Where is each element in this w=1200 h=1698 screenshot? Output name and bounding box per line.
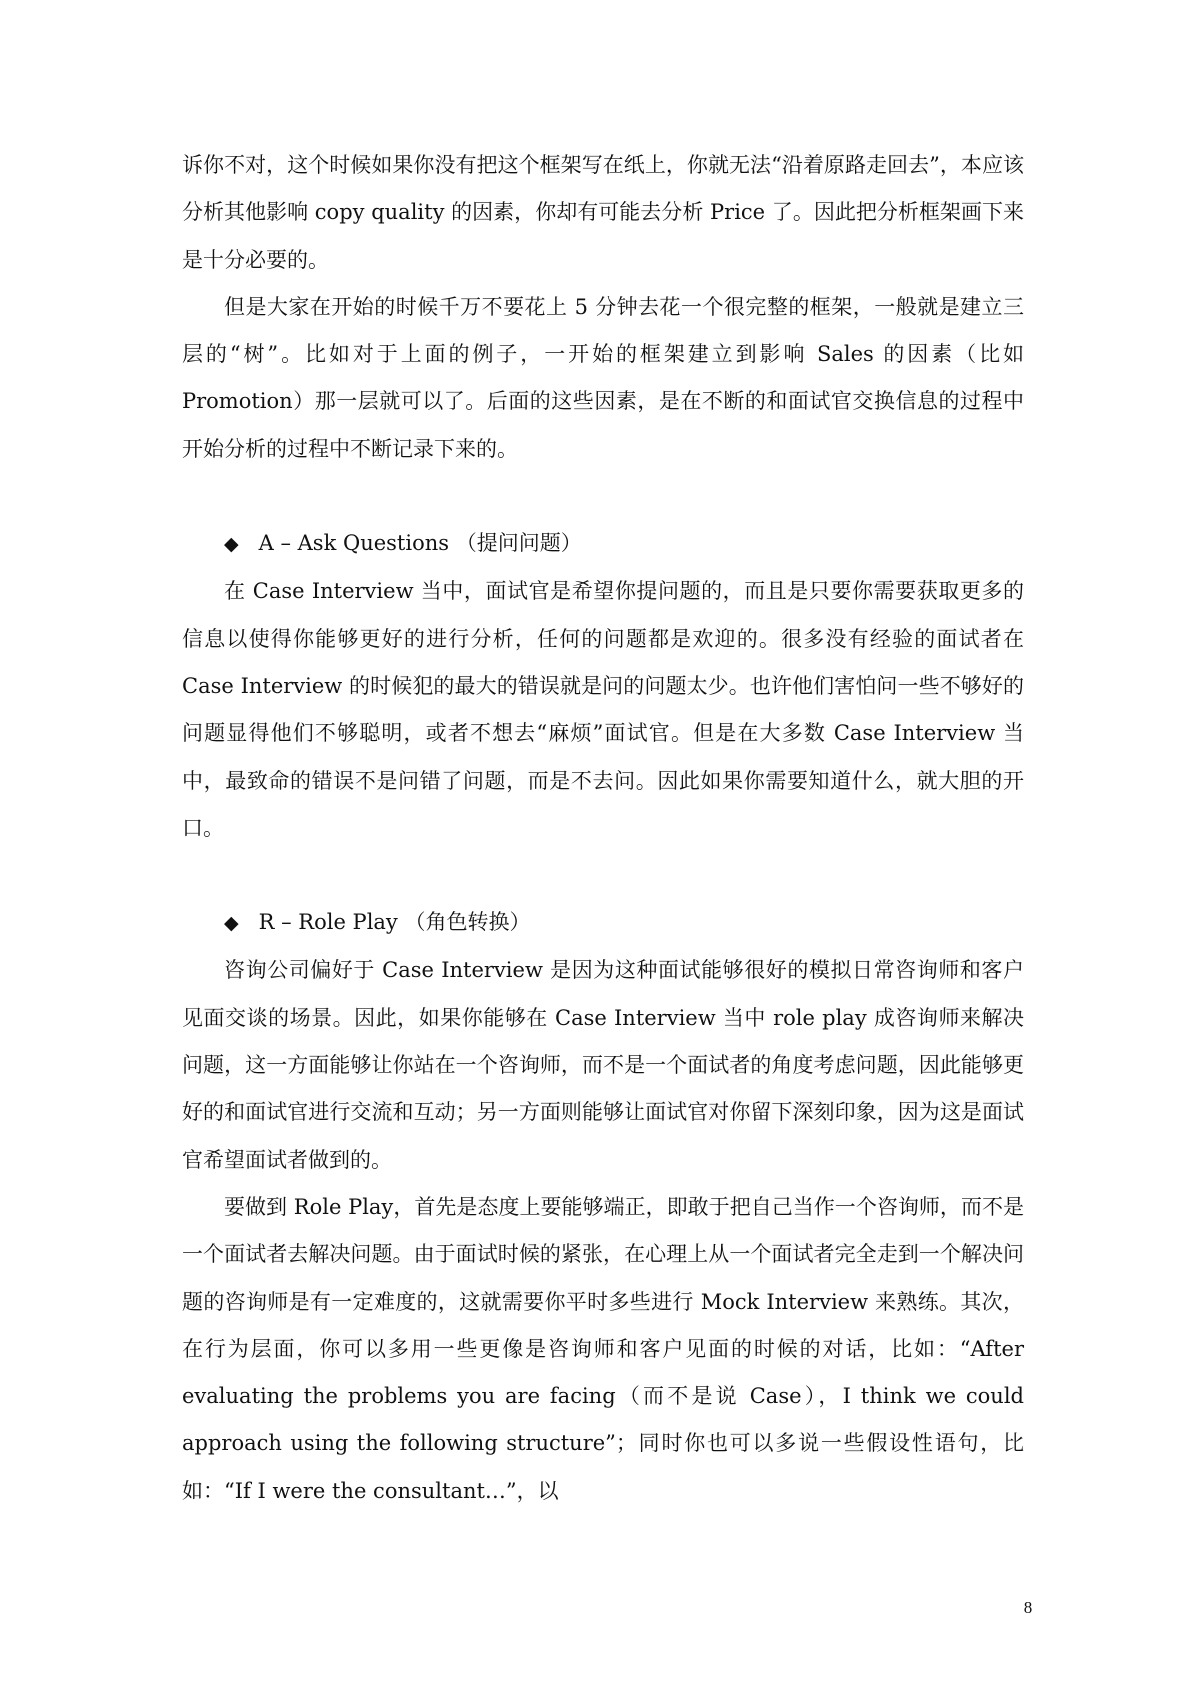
paragraph-ask-questions: 在 Case Interview 当中，面试官是希望你提问题的，而且是只要你需要获取更多的信息以使得你能够更好的进行分析，任何的问题都是欢迎的。很多没有经验的面试者在 Case Interview 的时候犯的最大的错误就是问的问题太少。也许他们害怕问一些不够好的问题显得他们不够聪明，或者不想去“麻烦”面试官。但是在大多数 Case Interview 当中，最致命的错误不是问错了问题，而是不去问。因此如果你需要知道什么，就大胆的开口。 <box>182 579 1024 840</box>
paragraph-framework-tree: 但是大家在开始的时候千万不要花上 5 分钟去花一个很完整的框架，一般就是建立三层的“树”。比如对于上面的例子，一开始的框架建立到影响 Sales 的因素（比如 Promotion）那一层就可以了。后面的这些因素，是在不断的和面试官交换信息的过程中开始分析的过程中不断记录下来的。 <box>182 294 1024 461</box>
body-text <box>182 142 1024 1515</box>
diamond-bullet-icon: ◆ <box>224 912 239 935</box>
section-heading-ask-questions <box>182 520 1024 568</box>
paragraph-role-play-intro: 咨询公司偏好于 Case Interview 是因为这种面试能够很好的模拟日常咨询师和客户见面交谈的场景。因此，如果你能够在 Case Interview 当中 role play 成咨询师来解决问题，这一方面能够让你站在一个咨询师，而不是一个面试者的角度考虑问题，因此能够更好的和面试官进行交流和互动；另一方面则能够让面试官对你留下深刻印象，因为这是面试官希望面试者做到的。 <box>182 958 1024 1172</box>
section-spacer <box>182 852 1024 899</box>
heading-text: A – Ask Questions （提问问题） <box>258 531 582 556</box>
page-number: 8 <box>1023 1598 1033 1617</box>
section-heading-role-play <box>182 899 1024 947</box>
paragraph-framework-continued: 诉你不对，这个时候如果你没有把这个框架写在纸上，你就无法“沿着原路走回去”，本应该分析其他影响 copy quality 的因素，你却有可能去分析 Price 了。因此把分析框架画下来是十分必要的。 <box>182 153 1024 272</box>
heading-text: R – Role Play （角色转换） <box>258 910 531 935</box>
section-spacer <box>182 473 1024 520</box>
paragraph-role-play-how: 要做到 Role Play，首先是态度上要能够端正，即敢于把自己当作一个咨询师，而不是一个面试者去解决问题。由于面试时候的紧张，在心理上从一个面试者完全走到一个解决问题的咨询师是有一定难度的，这就需要你平时多些进行 Mock Interview 来熟练。其次，在行为层面，你可以多用一些更像是咨询师和客户见面的时候的对话，比如：“After evaluating the problems you are facing（而不是说 Case），I think we could approach using the following structure”；同时你也可以多说一些假设性语句，比如：“If I were the consultant…”，以 <box>182 1194 1024 1503</box>
diamond-bullet-icon: ◆ <box>224 533 239 556</box>
